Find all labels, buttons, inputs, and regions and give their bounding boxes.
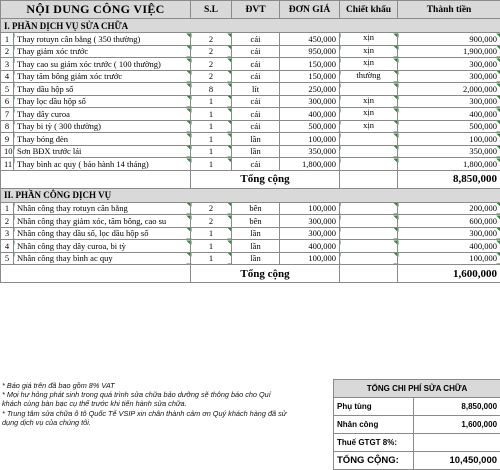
row-amount: 300,000 bbox=[398, 58, 500, 71]
header-unit: ĐVT bbox=[232, 1, 280, 19]
row-unit: lần bbox=[232, 145, 280, 158]
row-discount bbox=[340, 145, 398, 158]
summary-value-parts: 8,850,000 bbox=[414, 398, 500, 416]
row-unit: cái bbox=[232, 108, 280, 121]
row-unit: lít bbox=[232, 83, 280, 96]
row-amount: 900,000 bbox=[398, 33, 500, 46]
row-discount: xịn bbox=[340, 108, 398, 121]
row-unit-price: 150,000 bbox=[280, 70, 340, 83]
row-quantity: 1 bbox=[191, 120, 232, 133]
row-amount: 600,000 bbox=[398, 215, 500, 228]
row-discount bbox=[340, 133, 398, 146]
summary-grand-value: 10,450,000 bbox=[414, 452, 500, 470]
row-description: Thay dầu hộp số bbox=[14, 83, 191, 96]
row-amount: 500,000 bbox=[398, 120, 500, 133]
summary-value-labor: 1,600,000 bbox=[414, 416, 500, 434]
summary-table bbox=[333, 379, 500, 470]
row-amount: 400,000 bbox=[398, 240, 500, 253]
row-unit: cái bbox=[232, 58, 280, 71]
row-number: 5 bbox=[1, 83, 14, 96]
table-row bbox=[1, 108, 500, 121]
row-unit: bên bbox=[232, 215, 280, 228]
row-amount: 100,000 bbox=[398, 252, 500, 265]
row-unit-price: 950,000 bbox=[280, 45, 340, 58]
row-discount: xịn bbox=[340, 45, 398, 58]
table-row bbox=[1, 83, 500, 96]
row-quantity: 1 bbox=[191, 252, 232, 265]
row-number: 2 bbox=[1, 215, 14, 228]
row-unit: lần bbox=[232, 133, 280, 146]
row-number: 4 bbox=[1, 70, 14, 83]
row-discount bbox=[340, 252, 398, 265]
row-unit: cái bbox=[232, 95, 280, 108]
row-description: Sơn BĐX trước lái bbox=[14, 145, 191, 158]
section2-total-row bbox=[1, 265, 500, 283]
row-unit: cái bbox=[232, 120, 280, 133]
row-unit-price: 1,800,000 bbox=[280, 158, 340, 171]
row-unit-price: 450,000 bbox=[280, 33, 340, 46]
table-row bbox=[1, 227, 500, 240]
header-discount: Chiết khấu bbox=[340, 1, 398, 19]
row-number: 1 bbox=[1, 33, 14, 46]
row-unit-price: 100,000 bbox=[280, 252, 340, 265]
row-description: Thay bi tỳ ( 300 thường) bbox=[14, 120, 191, 133]
table-row bbox=[1, 158, 500, 171]
row-description: Thay cao su giảm xóc trước ( 100 thường) bbox=[14, 58, 191, 71]
row-amount: 100,000 bbox=[398, 133, 500, 146]
row-number: 8 bbox=[1, 120, 14, 133]
note-vat: * Báo giá trên đã bao gồm 8% VAT bbox=[2, 381, 292, 390]
row-amount: 350,000 bbox=[398, 145, 500, 158]
row-quantity: 2 bbox=[191, 45, 232, 58]
row-unit: lần bbox=[232, 252, 280, 265]
row-unit: cái bbox=[232, 70, 280, 83]
row-unit: lần bbox=[232, 240, 280, 253]
row-description: Thay bóng đèn bbox=[14, 133, 191, 146]
row-quantity: 2 bbox=[191, 215, 232, 228]
row-description: Thay giảm xóc trước bbox=[14, 45, 191, 58]
section1-total-row bbox=[1, 170, 500, 188]
row-unit-price: 100,000 bbox=[280, 202, 340, 215]
summary-grand-label: TỔNG CỘNG: bbox=[334, 452, 414, 470]
row-number: 9 bbox=[1, 133, 14, 146]
section1-total-label: Tổng cộng bbox=[191, 170, 340, 188]
table-row bbox=[1, 45, 500, 58]
row-discount bbox=[340, 227, 398, 240]
row-description: Thay tăm bông giảm xóc trước bbox=[14, 70, 191, 83]
row-quantity: 8 bbox=[191, 83, 232, 96]
row-amount: 300,000 bbox=[398, 95, 500, 108]
row-quantity: 1 bbox=[191, 133, 232, 146]
row-amount: 1,800,000 bbox=[398, 158, 500, 171]
row-quantity: 2 bbox=[191, 70, 232, 83]
row-unit-price: 400,000 bbox=[280, 108, 340, 121]
row-discount: xịn bbox=[340, 58, 398, 71]
row-number: 1 bbox=[1, 202, 14, 215]
row-unit-price: 500,000 bbox=[280, 120, 340, 133]
row-quantity: 2 bbox=[191, 58, 232, 71]
row-description: Thay lọc dầu hộp số bbox=[14, 95, 191, 108]
row-number: 2 bbox=[1, 45, 14, 58]
section1-title: I. PHẦN DỊCH VỤ SỬA CHỮA bbox=[1, 19, 500, 33]
row-unit-price: 400,000 bbox=[280, 240, 340, 253]
row-description: Nhân công thay dầu số, lọc dầu hộp số bbox=[14, 227, 191, 240]
summary-title: TỔNG CHI PHÍ SỬA CHỮA bbox=[334, 380, 500, 398]
row-discount: xịn bbox=[340, 120, 398, 133]
row-discount bbox=[340, 83, 398, 96]
row-number: 4 bbox=[1, 240, 14, 253]
header-quantity: S.L bbox=[191, 1, 232, 19]
row-unit-price: 300,000 bbox=[280, 227, 340, 240]
row-quantity: 1 bbox=[191, 227, 232, 240]
section-title-row bbox=[1, 188, 500, 202]
row-amount: 1,900,000 bbox=[398, 45, 500, 58]
row-description: Nhân công thay giảm xóc, tăm bông, cao su bbox=[14, 215, 191, 228]
section-title-row bbox=[1, 19, 500, 33]
row-number: 5 bbox=[1, 252, 14, 265]
row-amount: 400,000 bbox=[398, 108, 500, 121]
summary-label-parts: Phụ tùng bbox=[334, 398, 414, 416]
row-discount bbox=[340, 158, 398, 171]
header-content: NỘI DUNG CÔNG VIỆC bbox=[1, 1, 191, 19]
header-row bbox=[1, 1, 500, 19]
header-amount: Thành tiền bbox=[398, 1, 500, 19]
row-quantity: 1 bbox=[191, 240, 232, 253]
table-row bbox=[1, 95, 500, 108]
table-row bbox=[1, 58, 500, 71]
row-quantity: 1 bbox=[191, 108, 232, 121]
row-quantity: 1 bbox=[191, 145, 232, 158]
table-row bbox=[1, 202, 500, 215]
row-amount: 300,000 bbox=[398, 70, 500, 83]
row-amount: 200,000 bbox=[398, 202, 500, 215]
row-quantity: 1 bbox=[191, 158, 232, 171]
row-unit: lần bbox=[232, 227, 280, 240]
row-number: 10 bbox=[1, 145, 14, 158]
row-description: Thay dây curoa bbox=[14, 108, 191, 121]
note-thanks: * Trung tâm sửa chữa ô tô Quốc Tế VSIP xin chân thành cảm ơn Quý khách hàng đã sử dụng dịch vụ của chúng tôi. bbox=[2, 409, 292, 427]
summary-row bbox=[334, 416, 500, 434]
row-description: Nhân công thay rotuyn cân bằng bbox=[14, 202, 191, 215]
row-unit: bên bbox=[232, 202, 280, 215]
row-discount bbox=[340, 240, 398, 253]
row-unit: cái bbox=[232, 158, 280, 171]
table-row bbox=[1, 33, 500, 46]
row-number: 11 bbox=[1, 158, 14, 171]
section2-total-label: Tổng cộng bbox=[191, 265, 340, 283]
table-row bbox=[1, 133, 500, 146]
row-unit-price: 150,000 bbox=[280, 58, 340, 71]
row-discount: xịn bbox=[340, 95, 398, 108]
header-unit-price: ĐƠN GIÁ bbox=[280, 1, 340, 19]
row-amount: 2,000,000 bbox=[398, 83, 500, 96]
row-description: Thay rotuyn cân bằng ( 350 thường) bbox=[14, 33, 191, 46]
row-discount bbox=[340, 215, 398, 228]
table-row bbox=[1, 70, 500, 83]
row-discount: xịn bbox=[340, 33, 398, 46]
row-unit-price: 300,000 bbox=[280, 215, 340, 228]
notes bbox=[2, 381, 292, 427]
note-repairs: * Mọi hư hỏng phát sinh trong quá trình sửa chữa bảo dưỡng sẽ thông báo cho Quí khách cùng bàn bạc cụ thể trước khi tiến hành sửa chữa. bbox=[2, 390, 292, 408]
row-quantity: 2 bbox=[191, 202, 232, 215]
row-unit-price: 100,000 bbox=[280, 133, 340, 146]
summary-value-vat bbox=[414, 434, 500, 452]
row-discount bbox=[340, 202, 398, 215]
row-unit-price: 300,000 bbox=[280, 95, 340, 108]
summary-grand-row bbox=[334, 452, 500, 470]
row-quantity: 1 bbox=[191, 95, 232, 108]
section1-total-value: 8,850,000 bbox=[398, 170, 500, 188]
summary-label-labor: Nhân công bbox=[334, 416, 414, 434]
summary-label-vat: Thuế GTGT 8%: bbox=[334, 434, 414, 452]
table-row bbox=[1, 145, 500, 158]
summary-row bbox=[334, 434, 500, 452]
table-row bbox=[1, 240, 500, 253]
section2-total-value: 1,600,000 bbox=[398, 265, 500, 283]
table-row bbox=[1, 120, 500, 133]
section2-title: II. PHẦN CÔNG DỊCH VỤ bbox=[1, 188, 500, 202]
row-quantity: 2 bbox=[191, 33, 232, 46]
row-number: 3 bbox=[1, 227, 14, 240]
row-description: Nhân công thay dây curoa, bi tỳ bbox=[14, 240, 191, 253]
row-description: Thay bình ac quy ( bảo hành 14 tháng) bbox=[14, 158, 191, 171]
row-number: 6 bbox=[1, 95, 14, 108]
row-discount: thường bbox=[340, 70, 398, 83]
row-unit: cái bbox=[232, 33, 280, 46]
table-row bbox=[1, 252, 500, 265]
row-number: 7 bbox=[1, 108, 14, 121]
row-amount: 300,000 bbox=[398, 227, 500, 240]
row-unit-price: 350,000 bbox=[280, 145, 340, 158]
table-row bbox=[1, 215, 500, 228]
row-unit-price: 250,000 bbox=[280, 83, 340, 96]
row-unit: cái bbox=[232, 45, 280, 58]
row-description: Nhân công thay bình ac quy bbox=[14, 252, 191, 265]
row-number: 3 bbox=[1, 58, 14, 71]
